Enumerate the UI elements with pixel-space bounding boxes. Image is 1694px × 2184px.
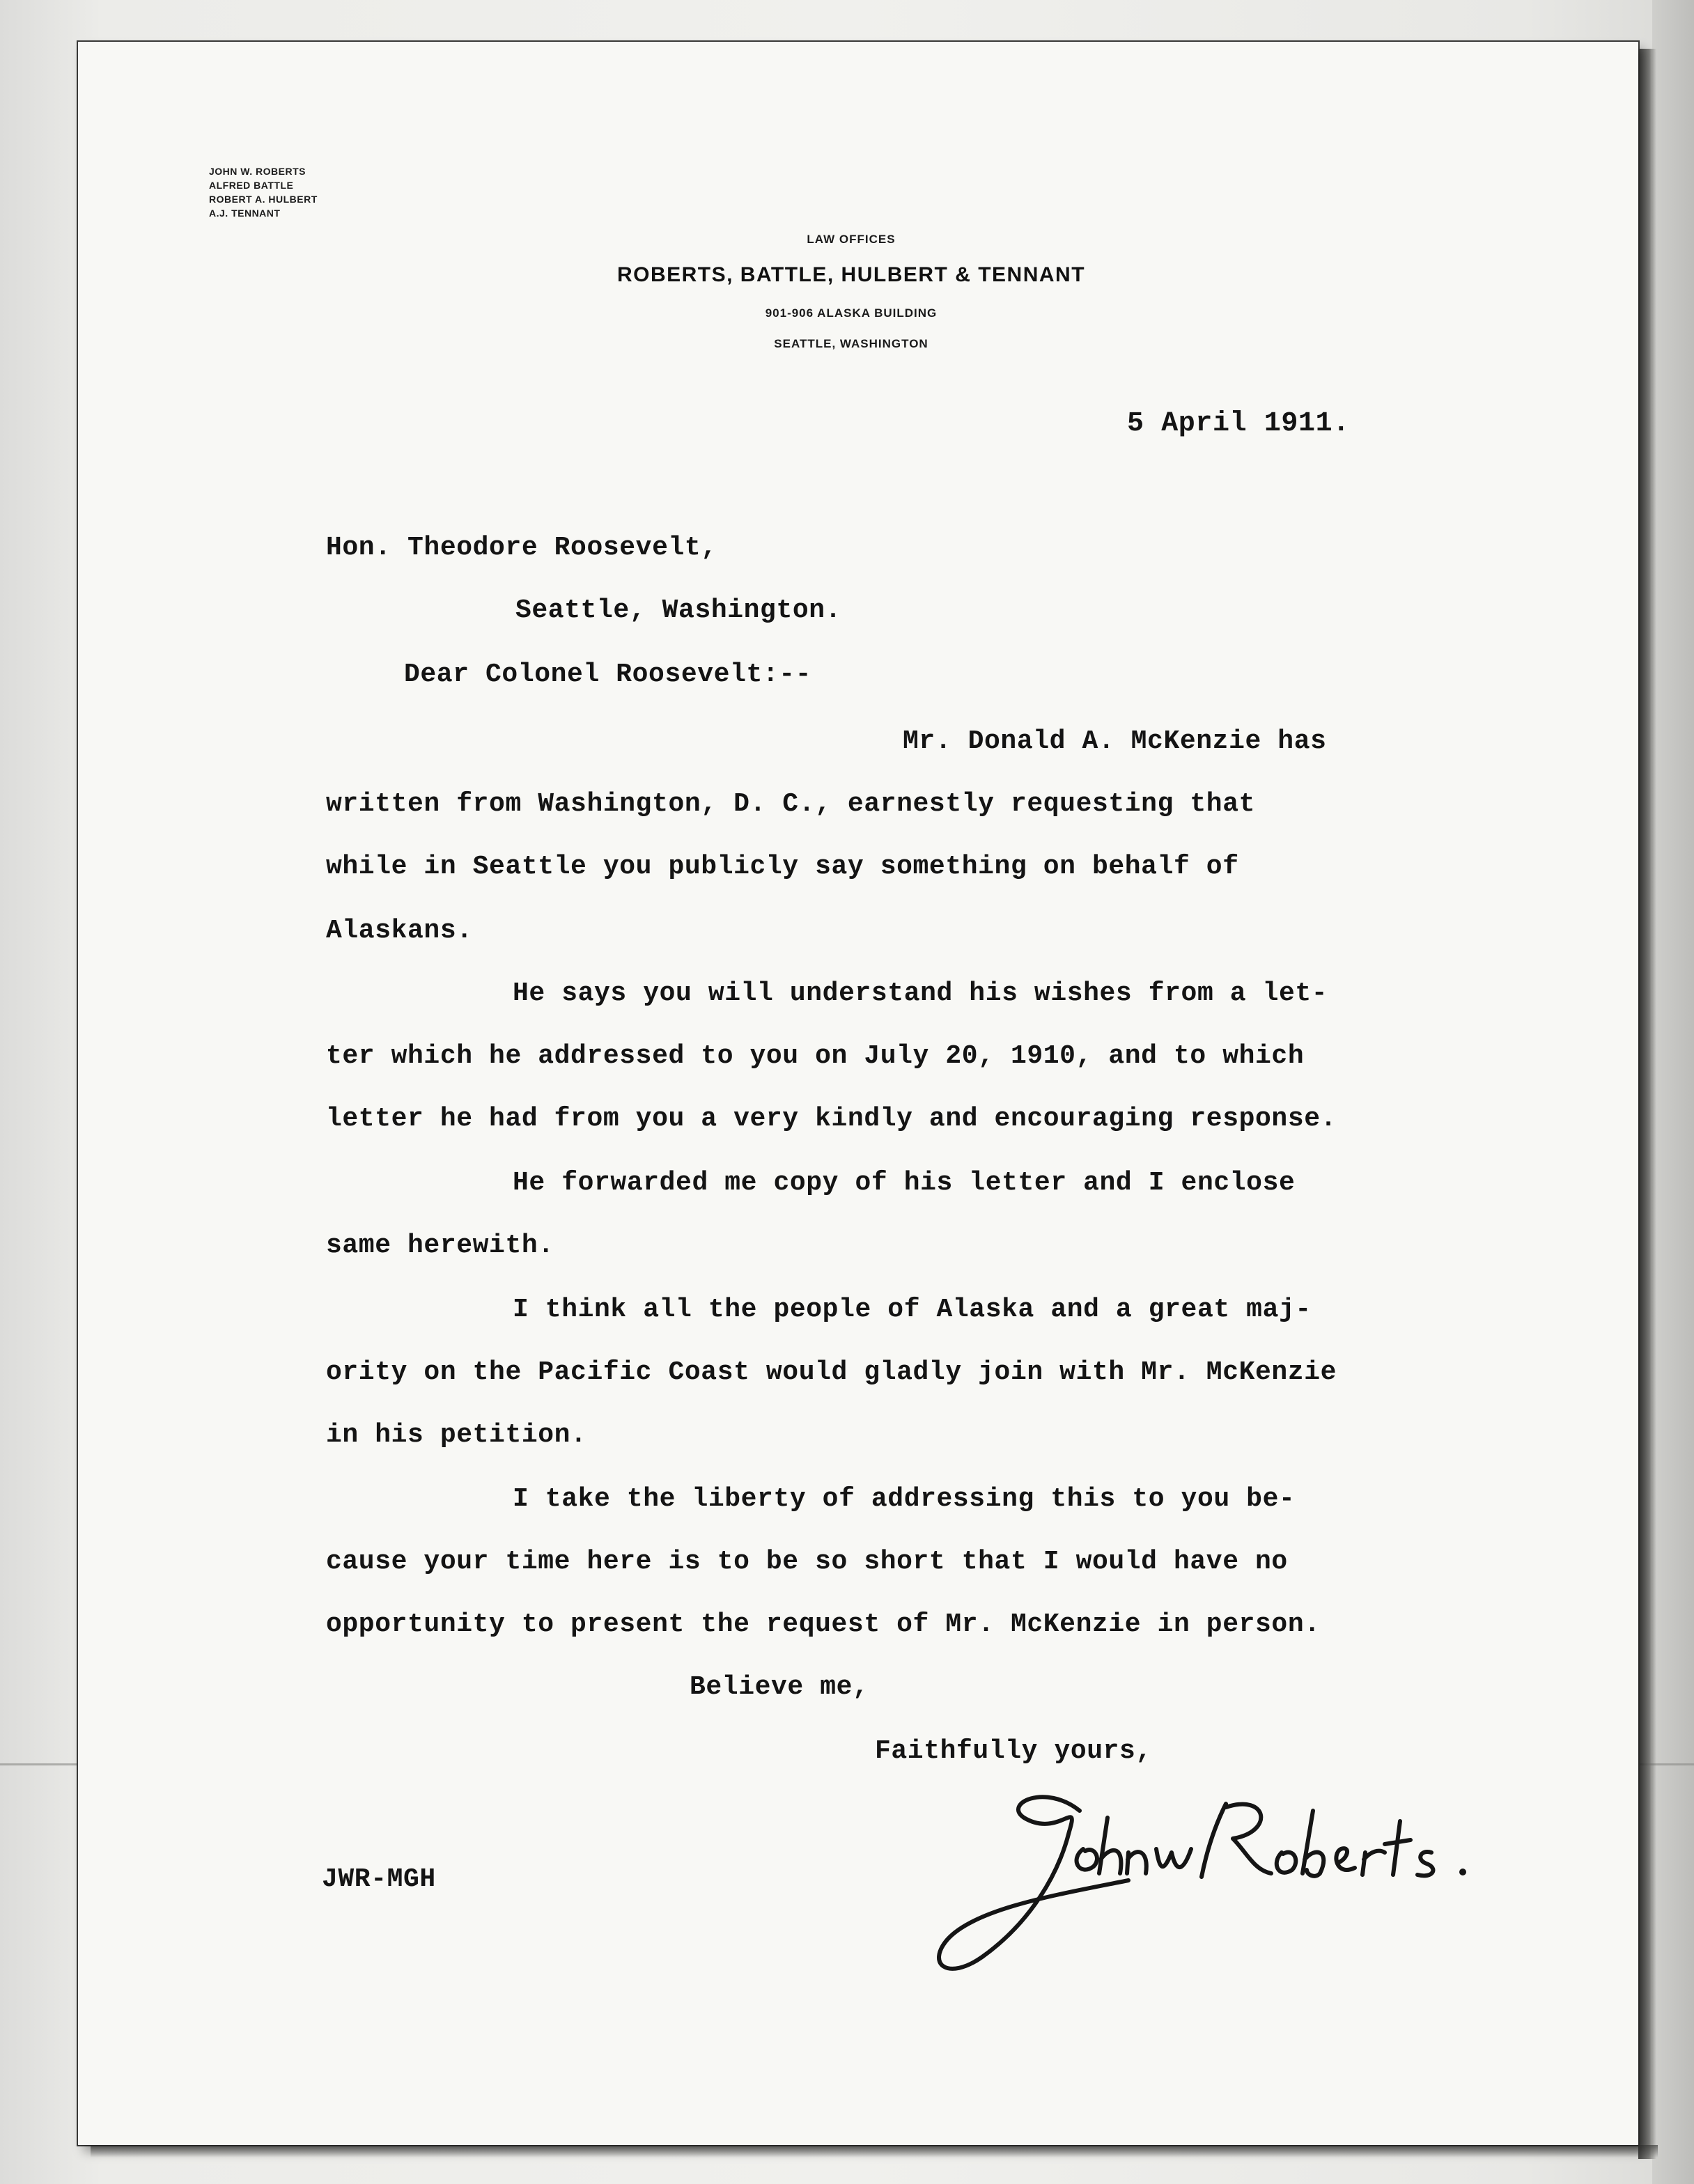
body-line: ter which he addressed to you on July 20, 1910, and to which <box>326 1041 1305 1071</box>
body-line: in his petition. <box>326 1420 587 1450</box>
signature-dot <box>1459 1869 1466 1875</box>
body-line: ority on the Pacific Coast would gladly join with Mr. McKenzie <box>326 1357 1337 1387</box>
body-line: Alaskans. <box>326 916 473 946</box>
closing-line: Faithfully yours, <box>875 1736 1152 1766</box>
scan-right-edge <box>1652 0 1694 2184</box>
body-line: I take the liberty of addressing this to you be- <box>513 1484 1296 1514</box>
body-line: He forwarded me copy of his letter and I enclose <box>513 1168 1296 1198</box>
recipient-name: Hon. Theodore Roosevelt, <box>326 533 717 563</box>
partner-name: ROBERT A. HULBERT <box>209 194 318 205</box>
body-line: cause your time here is to be so short that I would have no <box>326 1547 1288 1577</box>
partner-name: A.J. TENNANT <box>209 208 281 219</box>
letterhead-address: 901-906 ALASKA BUILDING <box>765 306 938 320</box>
letterhead-law-offices: LAW OFFICES <box>807 233 896 246</box>
body-line: while in Seattle you publicly say something on behalf of <box>326 852 1239 882</box>
body-line: opportunity to present the request of Mr. McKenzie in person. <box>326 1609 1321 1639</box>
body-line: Mr. Donald A. McKenzie has <box>903 726 1327 756</box>
partner-names <box>209 164 318 220</box>
letter-date: 5 April 1911. <box>1127 408 1350 439</box>
salutation: Dear Colonel Roosevelt:-- <box>404 660 812 689</box>
partner-name: JOHN W. ROBERTS <box>209 166 306 177</box>
body-line: He says you will understand his wishes from a let- <box>513 978 1328 1008</box>
body-line: written from Washington, D. C., earnestly requesting that <box>326 789 1256 819</box>
reference-initials: JWR-MGH <box>322 1864 436 1894</box>
body-line: I think all the people of Alaska and a great maj- <box>513 1295 1312 1325</box>
body-line: same herewith. <box>326 1231 554 1261</box>
handwritten-signature <box>919 1755 1546 1992</box>
recipient-city: Seattle, Washington. <box>515 595 842 625</box>
closing-line: Believe me, <box>690 1672 869 1702</box>
letterhead-firm-name: ROBERTS, BATTLE, HULBERT & TENNANT <box>616 263 1086 286</box>
body-line: letter he had from you a very kindly and encouraging response. <box>326 1104 1337 1134</box>
paper-edge-shadow <box>1638 49 1656 2159</box>
paper-bottom-shadow <box>91 2145 1658 2158</box>
letterhead-city: SEATTLE, WASHINGTON <box>774 337 928 350</box>
partner-name: ALFRED BATTLE <box>209 180 294 191</box>
